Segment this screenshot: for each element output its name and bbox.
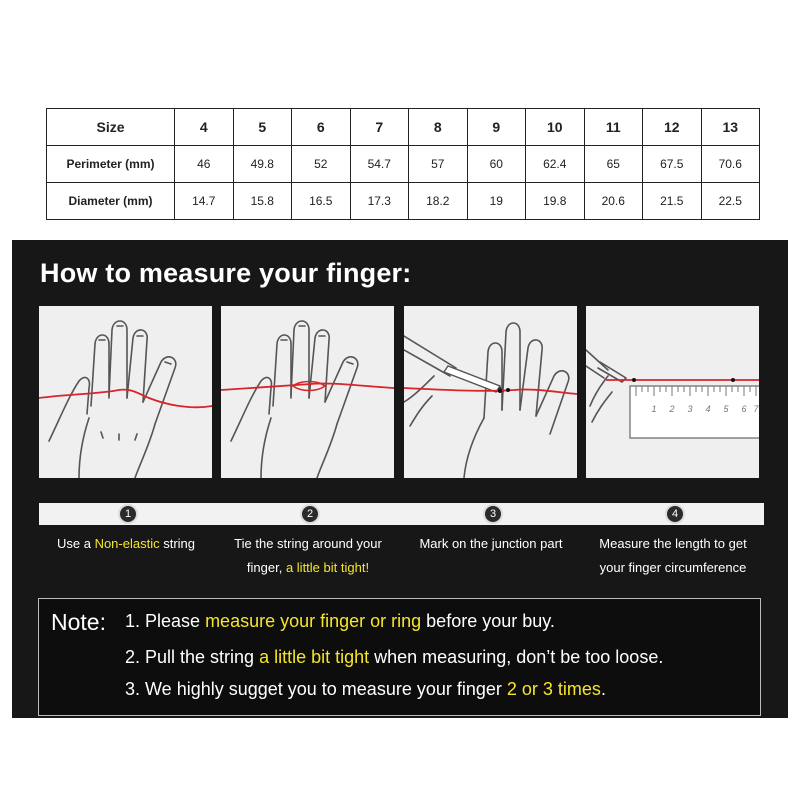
diameter-label: Diameter (mm) <box>47 183 175 220</box>
size-cell: 5 <box>233 109 292 146</box>
diameter-cell: 19 <box>467 183 526 220</box>
step-4-line-1: Measure the length to get <box>599 536 747 551</box>
perimeter-row <box>47 146 760 183</box>
perimeter-cell: 65 <box>584 146 643 183</box>
diameter-cell: 22.5 <box>701 183 760 220</box>
ruler-number: 6 <box>741 404 747 414</box>
step-1-badge: 1 <box>118 504 138 524</box>
diameter-cell: 21.5 <box>643 183 702 220</box>
note-text: before your buy. <box>421 611 555 631</box>
note-line-3 <box>125 679 606 700</box>
ruler-number: 1 <box>651 404 657 414</box>
measure-guide-panel <box>12 240 788 718</box>
perimeter-cell: 60 <box>467 146 526 183</box>
step-2-hand-illustration <box>221 306 394 478</box>
perimeter-cell: 67.5 <box>643 146 702 183</box>
step-4-caption <box>580 532 766 580</box>
ruler-number: 4 <box>705 404 711 414</box>
note-line-1 <box>125 611 555 632</box>
hand-string-icon <box>39 306 212 478</box>
size-cell: 8 <box>409 109 468 146</box>
step-1-caption <box>33 532 219 556</box>
size-cell: 13 <box>701 109 760 146</box>
size-header-label: Size <box>47 109 175 146</box>
note-text: 3. We highly sugget you to measure your finger <box>125 679 507 699</box>
note-highlight: measure your finger or ring <box>205 611 422 631</box>
note-text: 2. Pull the string <box>125 647 260 667</box>
note-label: Note: <box>51 609 106 635</box>
diameter-cell: 18.2 <box>409 183 468 220</box>
perimeter-cell: 57 <box>409 146 468 183</box>
diameter-row <box>47 183 760 220</box>
guide-title: How to measure your finger: <box>40 258 412 288</box>
step-4-ruler-illustration <box>586 306 759 478</box>
steps-progress-bar <box>39 503 764 525</box>
size-cell: 6 <box>292 109 351 146</box>
step-1-text-end: string <box>159 536 195 551</box>
perimeter-cell: 70.6 <box>701 146 760 183</box>
step-2-line-1: Tie the string around your <box>234 536 382 551</box>
size-row <box>47 109 760 146</box>
perimeter-cell: 46 <box>175 146 234 183</box>
perimeter-cell: 49.8 <box>233 146 292 183</box>
perimeter-cell: 62.4 <box>526 146 585 183</box>
step-4-line-2: your finger circumference <box>599 560 747 575</box>
step-3-line-1: Mark on the junction part <box>419 536 563 551</box>
step-2-line-2: finger, <box>246 560 286 575</box>
ruler-icon <box>586 306 759 478</box>
pen-marking-icon <box>404 306 577 478</box>
diameter-cell: 14.7 <box>175 183 234 220</box>
step-2-caption <box>215 532 401 580</box>
step-1-text: Use a <box>56 536 95 551</box>
ruler-number: 3 <box>687 404 693 414</box>
step-4-badge: 4 <box>665 504 685 524</box>
step-3-badge: 3 <box>483 504 503 524</box>
step-1-hand-illustration <box>39 306 212 478</box>
note-text: . <box>600 679 606 699</box>
step-2-highlight: a little bit tight! <box>285 560 370 575</box>
diameter-cell: 15.8 <box>233 183 292 220</box>
size-cell: 4 <box>175 109 234 146</box>
note-box <box>38 598 761 716</box>
note-highlight: 2 or 3 times <box>506 679 601 699</box>
note-highlight: a little bit tight <box>259 647 370 667</box>
size-cell: 10 <box>526 109 585 146</box>
ring-size-table <box>46 108 760 220</box>
step-3-pen-mark-illustration <box>404 306 577 478</box>
ruler-number: 5 <box>723 404 729 414</box>
diameter-cell: 20.6 <box>584 183 643 220</box>
step-3-caption <box>398 532 584 556</box>
diameter-cell: 16.5 <box>292 183 351 220</box>
note-text: 1. Please <box>125 611 206 631</box>
diameter-cell: 17.3 <box>350 183 409 220</box>
perimeter-label: Perimeter (mm) <box>47 146 175 183</box>
ruler-number: 7 <box>753 404 759 414</box>
perimeter-cell: 52 <box>292 146 351 183</box>
size-cell: 11 <box>584 109 643 146</box>
size-cell: 7 <box>350 109 409 146</box>
note-text: when measuring, don’t be too loose. <box>369 647 664 667</box>
size-cell: 9 <box>467 109 526 146</box>
diameter-cell: 19.8 <box>526 183 585 220</box>
note-line-2 <box>125 647 663 668</box>
size-cell: 12 <box>643 109 702 146</box>
hand-tied-string-icon <box>221 306 394 478</box>
step-2-badge: 2 <box>300 504 320 524</box>
perimeter-cell: 54.7 <box>350 146 409 183</box>
ruler-number: 2 <box>669 404 675 414</box>
step-1-highlight: Non-elastic <box>94 536 160 551</box>
